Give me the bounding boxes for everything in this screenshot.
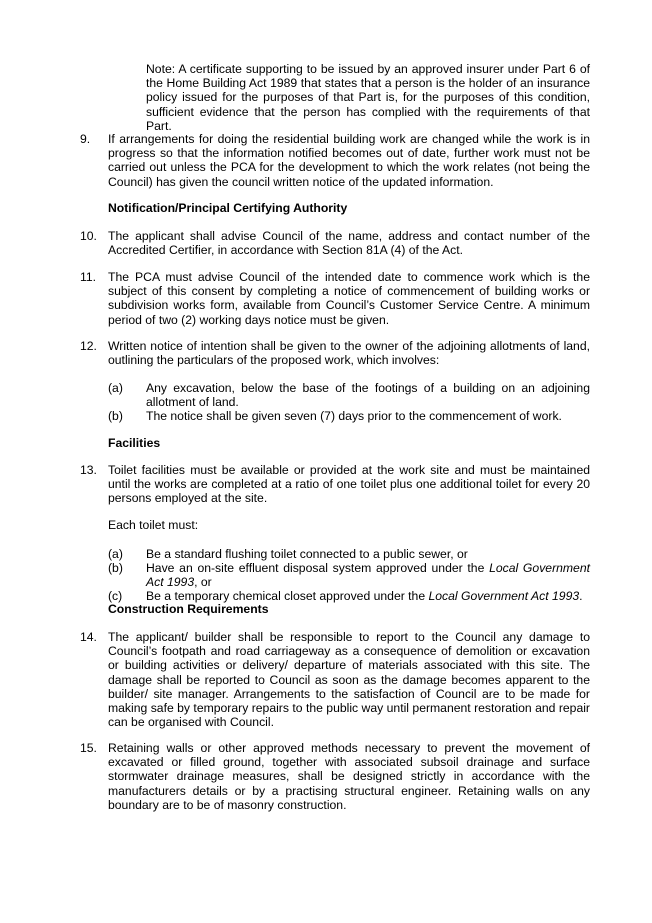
condition-text: The PCA must advise Council of the intended date to commence work which is the subject of this consent by completing a notice of commencement of building works or subdivision works form, available from Council’s Customer Service Centre. A minimum period of two (2) working days notice must be given.	[108, 270, 590, 327]
condition-text: Written notice of intention shall be given to the owner of the adjoining allotments of land, outlining the particulars of the proposed work, which involves:	[108, 339, 590, 368]
sub-item-label: (b)	[108, 409, 123, 423]
section-heading: Notification/Principal Certifying Authority	[108, 201, 348, 215]
condition-number: 15.	[80, 741, 97, 755]
act-title: Local Government Act 1993	[146, 561, 590, 590]
section-heading: Facilities	[108, 436, 161, 450]
sub-item-label: (a)	[108, 381, 123, 395]
each-toilet-intro: Each toilet must:	[108, 518, 199, 532]
condition-text: The applicant shall advise Council of the name, address and contact number of the Accredited Certifier, in accordance with Section 81A (4) of the Act.	[108, 229, 590, 258]
condition-text: Toilet facilities must be available or provided at the work site and must be maintained until the works are completed at a ratio of one toilet plus one additional toilet for every 20 persons employed at the site.	[108, 463, 590, 506]
condition-text: Retaining walls or other approved methods necessary to prevent the movement of excavated or filled ground, together with associated subsoil drainage and surface stormwater drainage measures, shall be designed strictly in accordance with the manufacturers details or by a practising structural engineer. Retaining walls on any boundary are to be of masonry construction.	[108, 741, 590, 812]
condition-text: If arrangements for doing the residential building work are changed while the work is in progress so that the information notified becomes out of date, further work must not be carried out unless the PCA for the development to which the work relates (not being the Council) has given the council written notice of the updated information.	[108, 132, 590, 189]
sub-item-text: Any excavation, below the base of the footings of a building on an adjoining allotment of land.	[146, 381, 590, 410]
certificate-note: Note: A certificate supporting to be issued by an approved insurer under Part 6 of the Home Building Act 1989 that states that a person is the holder of an insurance policy issued for the purposes of that Part is, for the purposes of this condition, sufficient evidence that the person has complied with the requirements of that Part.	[146, 62, 590, 133]
sub-item-label: (b)	[108, 561, 123, 575]
sub-item-text: Be a standard flushing toilet connected to a public sewer, or	[146, 547, 468, 561]
sub-item-label: (a)	[108, 547, 123, 561]
sub-item-label: (c)	[108, 589, 123, 603]
section-heading: Construction Requirements	[108, 602, 269, 616]
sub-item-text: The notice shall be given seven (7) days prior to the commencement of work.	[146, 409, 562, 423]
condition-text: The applicant/ builder shall be responsible to report to the Council any damage to Council’s footpath and road carriageway as a consequence of demolition or excavation or building activities or delivery/ departure of materials associated with this site. The damage shall be reported to Council as soon as the damage becomes apparent to the builder/ site manager. Arrangements to the satisfaction of Council are to be made for making safe by temporary repairs to the public way until permanent restoration and repair can be organised with Council.	[108, 630, 590, 730]
sub-item-text: Have an on-site effluent disposal system approved under the Local Government Act 1993, or	[146, 561, 590, 590]
condition-number: 11.	[80, 270, 97, 284]
sub-item-text: Be a temporary chemical closet approved under the Local Government Act 1993.	[146, 589, 583, 603]
condition-number: 12.	[80, 339, 97, 353]
condition-number: 9.	[80, 132, 91, 146]
condition-number: 14.	[80, 630, 97, 644]
act-title: Local Government Act 1993	[428, 589, 580, 603]
condition-number: 10.	[80, 229, 97, 243]
condition-number: 13.	[80, 463, 97, 477]
